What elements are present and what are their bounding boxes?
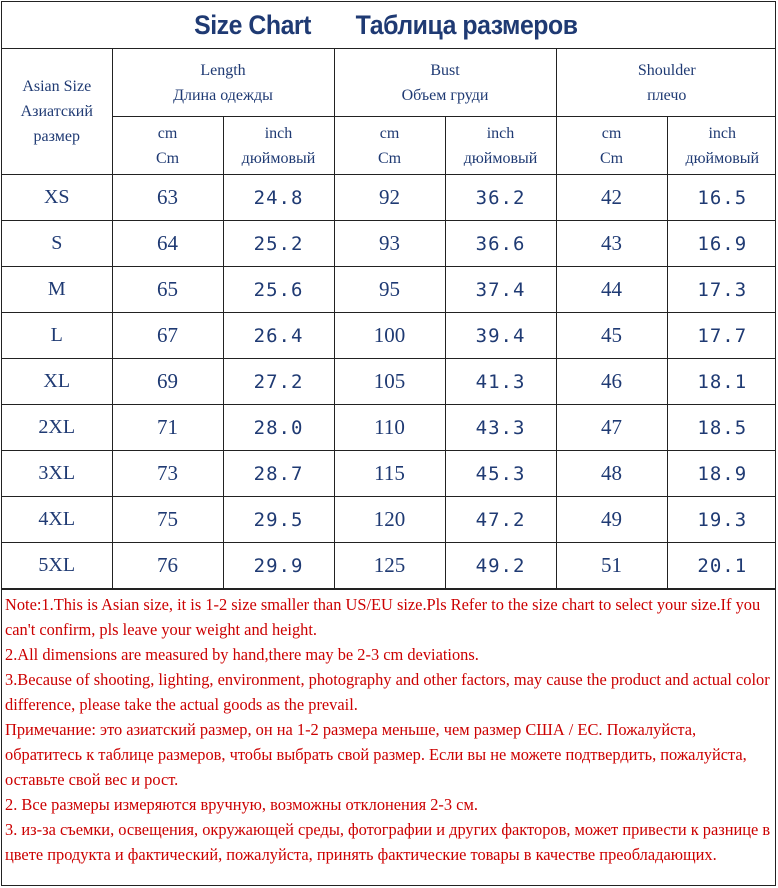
length-inch-cell: 29.9 [223, 543, 334, 589]
bust-cm-cell: 95 [334, 267, 445, 313]
group-header-ru: Длина одежды [173, 86, 273, 104]
shoulder-cm-cell: 49 [556, 497, 667, 543]
bust-inch-cell: 47.2 [445, 497, 556, 543]
title-en: Size Chart [194, 9, 312, 40]
size-header-line: Asian Size [22, 78, 92, 95]
bust-inch-cell: 37.4 [445, 267, 556, 313]
bust-cm-cell: 92 [334, 175, 445, 221]
bust-cm-cell: 105 [334, 359, 445, 405]
group-header-en: Length [200, 61, 246, 79]
group-header-ru: Объем груди [401, 86, 489, 104]
bust-inch-cell: 49.2 [445, 543, 556, 589]
length-cm-cell: 73 [112, 451, 223, 497]
size-cell: 4XL [2, 497, 112, 543]
note-en-3: 3.Because of shooting, lighting, environment, photography and other factors, may cause the product and actual color difference, please take the actual goods as the prevail. [5, 670, 770, 714]
shoulder-inch-cell: 17.3 [667, 267, 776, 313]
unit-ru: Cm [599, 149, 624, 167]
shoulder-cm-cell: 43 [556, 221, 667, 267]
table-row [2, 313, 776, 359]
unit-en: cm [157, 124, 178, 142]
size-cell: L [2, 313, 112, 359]
unit-header-cm [334, 117, 445, 175]
length-cm-cell: 63 [112, 175, 223, 221]
table-row [2, 221, 776, 267]
size-cell: 5XL [2, 543, 112, 589]
length-inch-cell: 29.5 [223, 497, 334, 543]
unit-en: inch [264, 124, 293, 142]
size-cell: XL [2, 359, 112, 405]
group-header-ru: плечо [647, 86, 687, 104]
page-title [2, 2, 775, 49]
size-chart-frame [1, 1, 776, 886]
bust-inch-cell: 36.2 [445, 175, 556, 221]
length-header [112, 49, 334, 117]
size-cell: 3XL [2, 451, 112, 497]
unit-en: cm [379, 124, 400, 142]
note-ru-1: Примечание: это азиатский размер, он на 1-2 размера меньше, чем размер США / ЕС. Пожалуйста, обратитесь к таблице размеров, чтобы выбрать свой размер. Если вы не можете подтвердить, пожалуйста, оставьте свой вес и рост. [5, 720, 747, 789]
length-inch-cell: 24.8 [223, 175, 334, 221]
size-header-line: размер [33, 128, 80, 145]
note-en-2: 2.All dimensions are measured by hand,there may be 2-3 cm deviations. [5, 645, 479, 664]
unit-header-inch [223, 117, 334, 175]
size-table [2, 49, 776, 589]
length-inch-cell: 25.2 [223, 221, 334, 267]
bust-inch-cell: 43.3 [445, 405, 556, 451]
shoulder-cm-cell: 44 [556, 267, 667, 313]
size-column-header [2, 49, 112, 175]
size-cell: XS [2, 175, 112, 221]
shoulder-inch-cell: 16.5 [667, 175, 776, 221]
length-cm-cell: 69 [112, 359, 223, 405]
unit-ru: Cm [377, 149, 402, 167]
unit-header-inch [445, 117, 556, 175]
shoulder-cm-cell: 46 [556, 359, 667, 405]
bust-inch-cell: 41.3 [445, 359, 556, 405]
table-row [2, 359, 776, 405]
bust-inch-cell: 45.3 [445, 451, 556, 497]
unit-ru: Cm [155, 149, 180, 167]
bust-cm-cell: 110 [334, 405, 445, 451]
size-header-line: Азиатский [20, 103, 93, 120]
size-cell: M [2, 267, 112, 313]
length-cm-cell: 65 [112, 267, 223, 313]
shoulder-inch-cell: 20.1 [667, 543, 776, 589]
bust-inch-cell: 39.4 [445, 313, 556, 359]
shoulder-header [556, 49, 776, 117]
shoulder-inch-cell: 18.9 [667, 451, 776, 497]
length-cm-cell: 76 [112, 543, 223, 589]
bust-cm-cell: 115 [334, 451, 445, 497]
shoulder-inch-cell: 16.9 [667, 221, 776, 267]
unit-en: inch [708, 124, 737, 142]
table-row [2, 497, 776, 543]
shoulder-cm-cell: 51 [556, 543, 667, 589]
shoulder-cm-cell: 42 [556, 175, 667, 221]
size-cell: 2XL [2, 405, 112, 451]
shoulder-inch-cell: 19.3 [667, 497, 776, 543]
unit-header-inch [667, 117, 776, 175]
table-row [2, 451, 776, 497]
length-cm-cell: 71 [112, 405, 223, 451]
group-header-en: Bust [430, 61, 460, 79]
table-row [2, 267, 776, 313]
bust-cm-cell: 120 [334, 497, 445, 543]
bust-cm-cell: 125 [334, 543, 445, 589]
bust-inch-cell: 36.6 [445, 221, 556, 267]
unit-en: inch [486, 124, 515, 142]
notes-section [2, 589, 775, 867]
unit-header-cm [112, 117, 223, 175]
bust-cm-cell: 93 [334, 221, 445, 267]
title-ru: Таблица размеров [356, 9, 578, 40]
note-en-1: Note:1.This is Asian size, it is 1-2 size smaller than US/EU size.Pls Refer to the size chart to select your size.If you can't confirm, pls leave your weight and height. [5, 595, 761, 639]
length-cm-cell: 75 [112, 497, 223, 543]
shoulder-cm-cell: 48 [556, 451, 667, 497]
unit-ru: дюймовый [241, 149, 316, 167]
group-header-en: Shoulder [637, 61, 696, 79]
note-ru-2: 2. Все размеры измеряются вручную, возможны отклонения 2-3 см. [5, 795, 478, 814]
shoulder-cm-cell: 45 [556, 313, 667, 359]
bust-header [334, 49, 556, 117]
unit-header-cm [556, 117, 667, 175]
length-inch-cell: 25.6 [223, 267, 334, 313]
shoulder-cm-cell: 47 [556, 405, 667, 451]
length-inch-cell: 26.4 [223, 313, 334, 359]
unit-en: cm [601, 124, 622, 142]
length-cm-cell: 64 [112, 221, 223, 267]
length-inch-cell: 27.2 [223, 359, 334, 405]
unit-ru: дюймовый [463, 149, 538, 167]
length-inch-cell: 28.0 [223, 405, 334, 451]
shoulder-inch-cell: 18.5 [667, 405, 776, 451]
length-cm-cell: 67 [112, 313, 223, 359]
unit-ru: дюймовый [685, 149, 760, 167]
table-row [2, 405, 776, 451]
table-row [2, 543, 776, 589]
length-inch-cell: 28.7 [223, 451, 334, 497]
shoulder-inch-cell: 18.1 [667, 359, 776, 405]
table-row [2, 175, 776, 221]
bust-cm-cell: 100 [334, 313, 445, 359]
shoulder-inch-cell: 17.7 [667, 313, 776, 359]
size-cell: S [2, 221, 112, 267]
note-ru-3: 3. из-за съемки, освещения, окружающей среды, фотографии и других факторов, может привести к разнице в цвете продукта и фактический, пожалуйста, принять фактические товары в качестве преобладающих. [5, 820, 771, 864]
